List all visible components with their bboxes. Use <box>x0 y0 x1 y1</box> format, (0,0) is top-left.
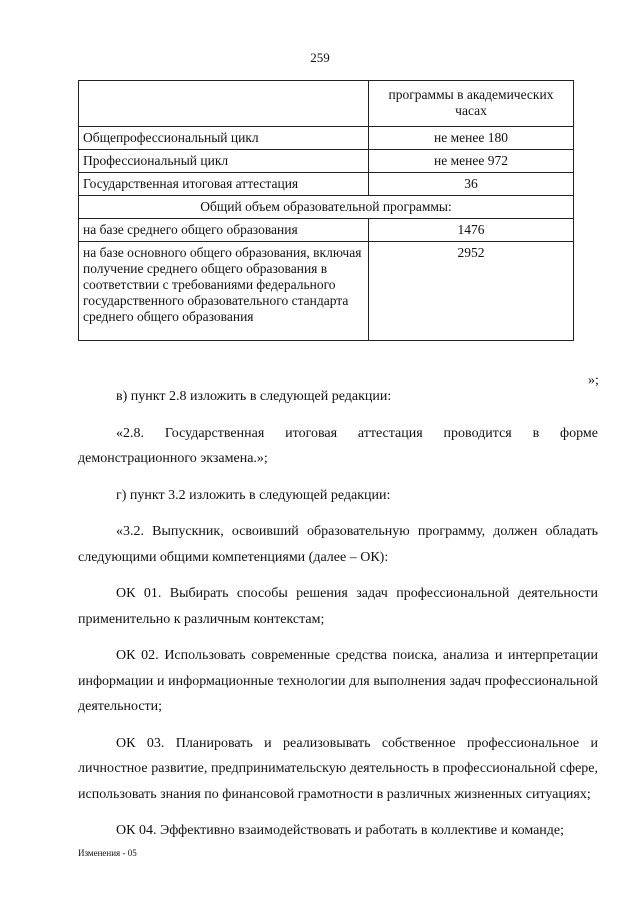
quote-close: »; <box>588 373 599 388</box>
table-row <box>79 242 574 341</box>
row-value: 1476 <box>369 219 574 242</box>
row-value: 36 <box>369 173 574 196</box>
row-label: на базе среднего общего образования <box>79 219 369 242</box>
table-row <box>79 173 574 196</box>
row-label: Государственная итоговая аттестация <box>79 173 369 196</box>
table-span-row <box>79 196 574 219</box>
row-label: на базе основного общего образования, включая получение среднего общего образования в соответствии с требованиями федерального государственного образовательного стандарта среднего общего образования <box>79 242 369 341</box>
paragraph: ОК 03. Планировать и реализовывать собственное профессиональное и личностное развитие, предпринимательскую деятельность в профессиональной сфере, использовать знания по финансовой грамотности в различных жизненных ситуациях; <box>78 735 598 802</box>
table-row <box>79 127 574 150</box>
table-cell <box>79 81 369 127</box>
paragraph: ОК 04. Эффективно взаимодействовать и работать в коллективе и команде; <box>116 823 565 838</box>
body-text <box>78 384 598 844</box>
hours-table <box>78 80 574 341</box>
row-value: не менее 180 <box>369 127 574 150</box>
page-number: 259 <box>310 50 330 65</box>
row-label: Общепрофессиональный цикл <box>79 127 369 150</box>
paragraph: ОК 02. Использовать современные средства поиска, анализа и интерпретации информации и информационные технологии для выполнения задач профессиональной деятельности; <box>78 648 598 714</box>
paragraph: ОК 01. Выбирать способы решения задач профессиональной деятельности применительно к различным контекстам; <box>78 586 598 627</box>
footer-note: Изменения - 05 <box>78 848 137 858</box>
table-header-hours: программы в академических часах <box>369 81 574 127</box>
paragraph: «2.8. Государственная итоговая аттестация проводится в форме демонстрационного экзамена.»; <box>78 425 598 466</box>
paragraph: в) пункт 2.8 изложить в следующей редакции: <box>116 389 392 404</box>
row-value: 2952 <box>369 242 574 341</box>
row-label: Профессиональный цикл <box>79 150 369 173</box>
paragraph: г) пункт 3.2 изложить в следующей редакции: <box>116 487 391 503</box>
paragraph: «3.2. Выпускник, освоивший образовательную программу, должен обладать следующими общими компетенциями (далее – ОК): <box>78 524 598 565</box>
table-row <box>79 150 574 173</box>
table-header-row <box>79 81 574 127</box>
table-row <box>79 219 574 242</box>
row-value: не менее 972 <box>369 150 574 173</box>
total-volume-heading: Общий объем образовательной программы: <box>79 196 574 219</box>
